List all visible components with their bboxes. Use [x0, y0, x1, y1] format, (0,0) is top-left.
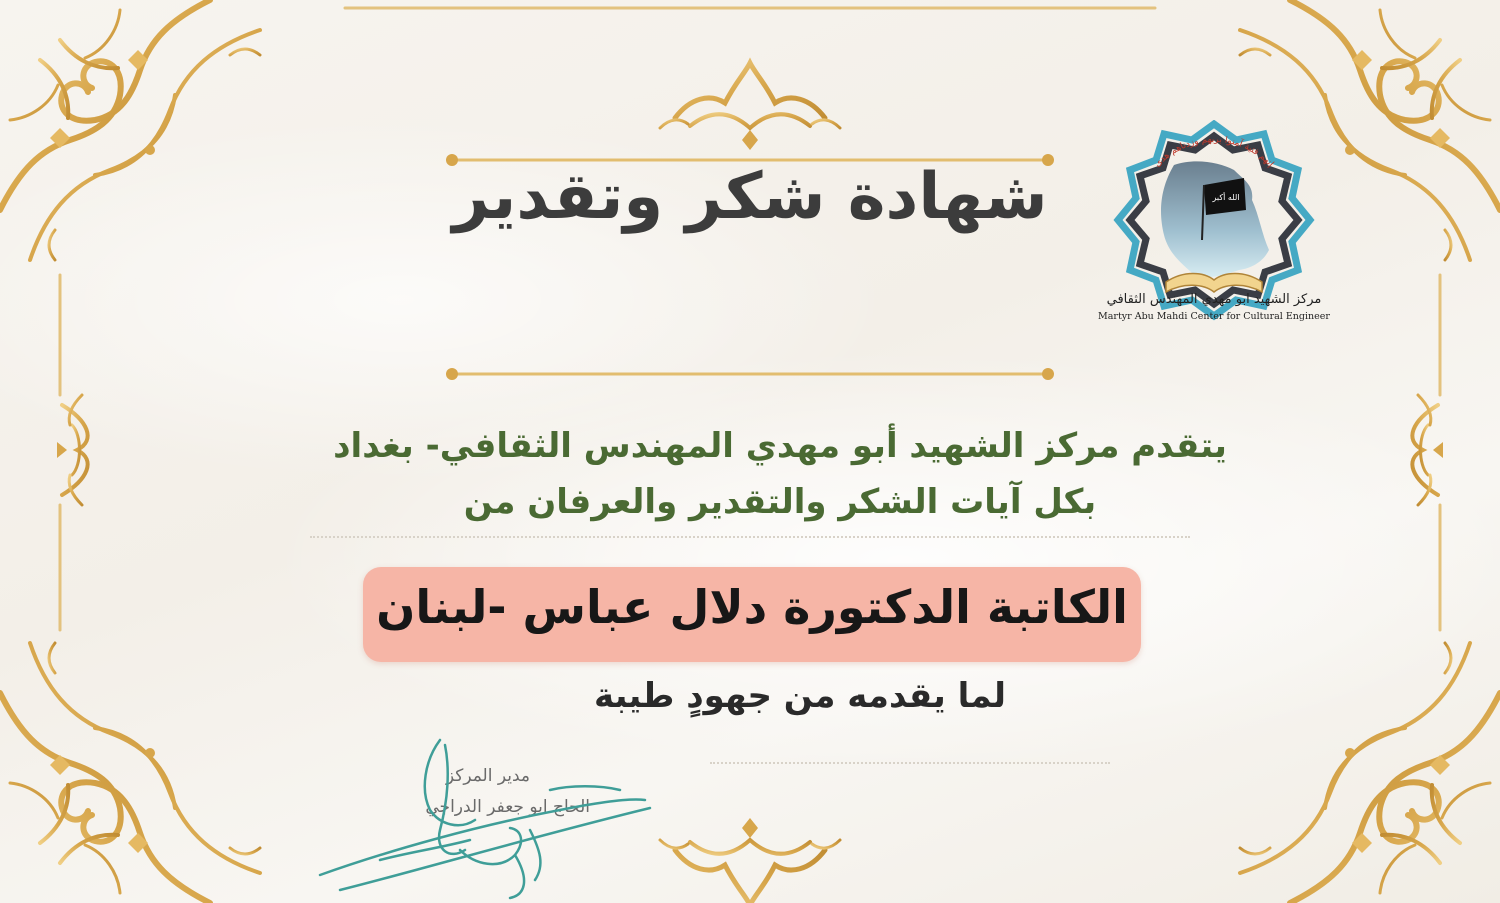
appreciation-reason: لما يقدمه من جهودٍ طيبة [594, 676, 1006, 716]
logo-motto: إنهم فتية آمنوا بربهم وزدناهم هدى [1152, 134, 1276, 170]
certificate-title: شهادة شكر وتقدير [452, 160, 1048, 234]
dotted-divider-bottom [710, 762, 1110, 764]
logo-flag-text: الله أكبر [1212, 193, 1240, 202]
intro-line-2: بكل آيات الشكر والتقدير والعرفان من [463, 482, 1097, 522]
signatory-title: مدير المركز [445, 766, 530, 786]
handwritten-signature [300, 730, 700, 903]
intro-text [300, 418, 1260, 530]
intro-line-1: يتقدم مركز الشهيد أبو مهدي المهندس الثقافي- بغداد [333, 426, 1227, 466]
signatory-name: الحاج ابو جعفر الدراجي [425, 797, 590, 817]
logo-name-english: Martyr Abu Mahdi Center for Cultural Engineer [1098, 311, 1330, 322]
recipient-name: الكاتبة الدكتورة دلال عباس -لبنان [376, 580, 1128, 634]
dotted-divider-top [310, 536, 1190, 538]
logo-name-arabic: مركز الشهيد ابو مهدي المهندس الثقافي [1106, 292, 1322, 307]
